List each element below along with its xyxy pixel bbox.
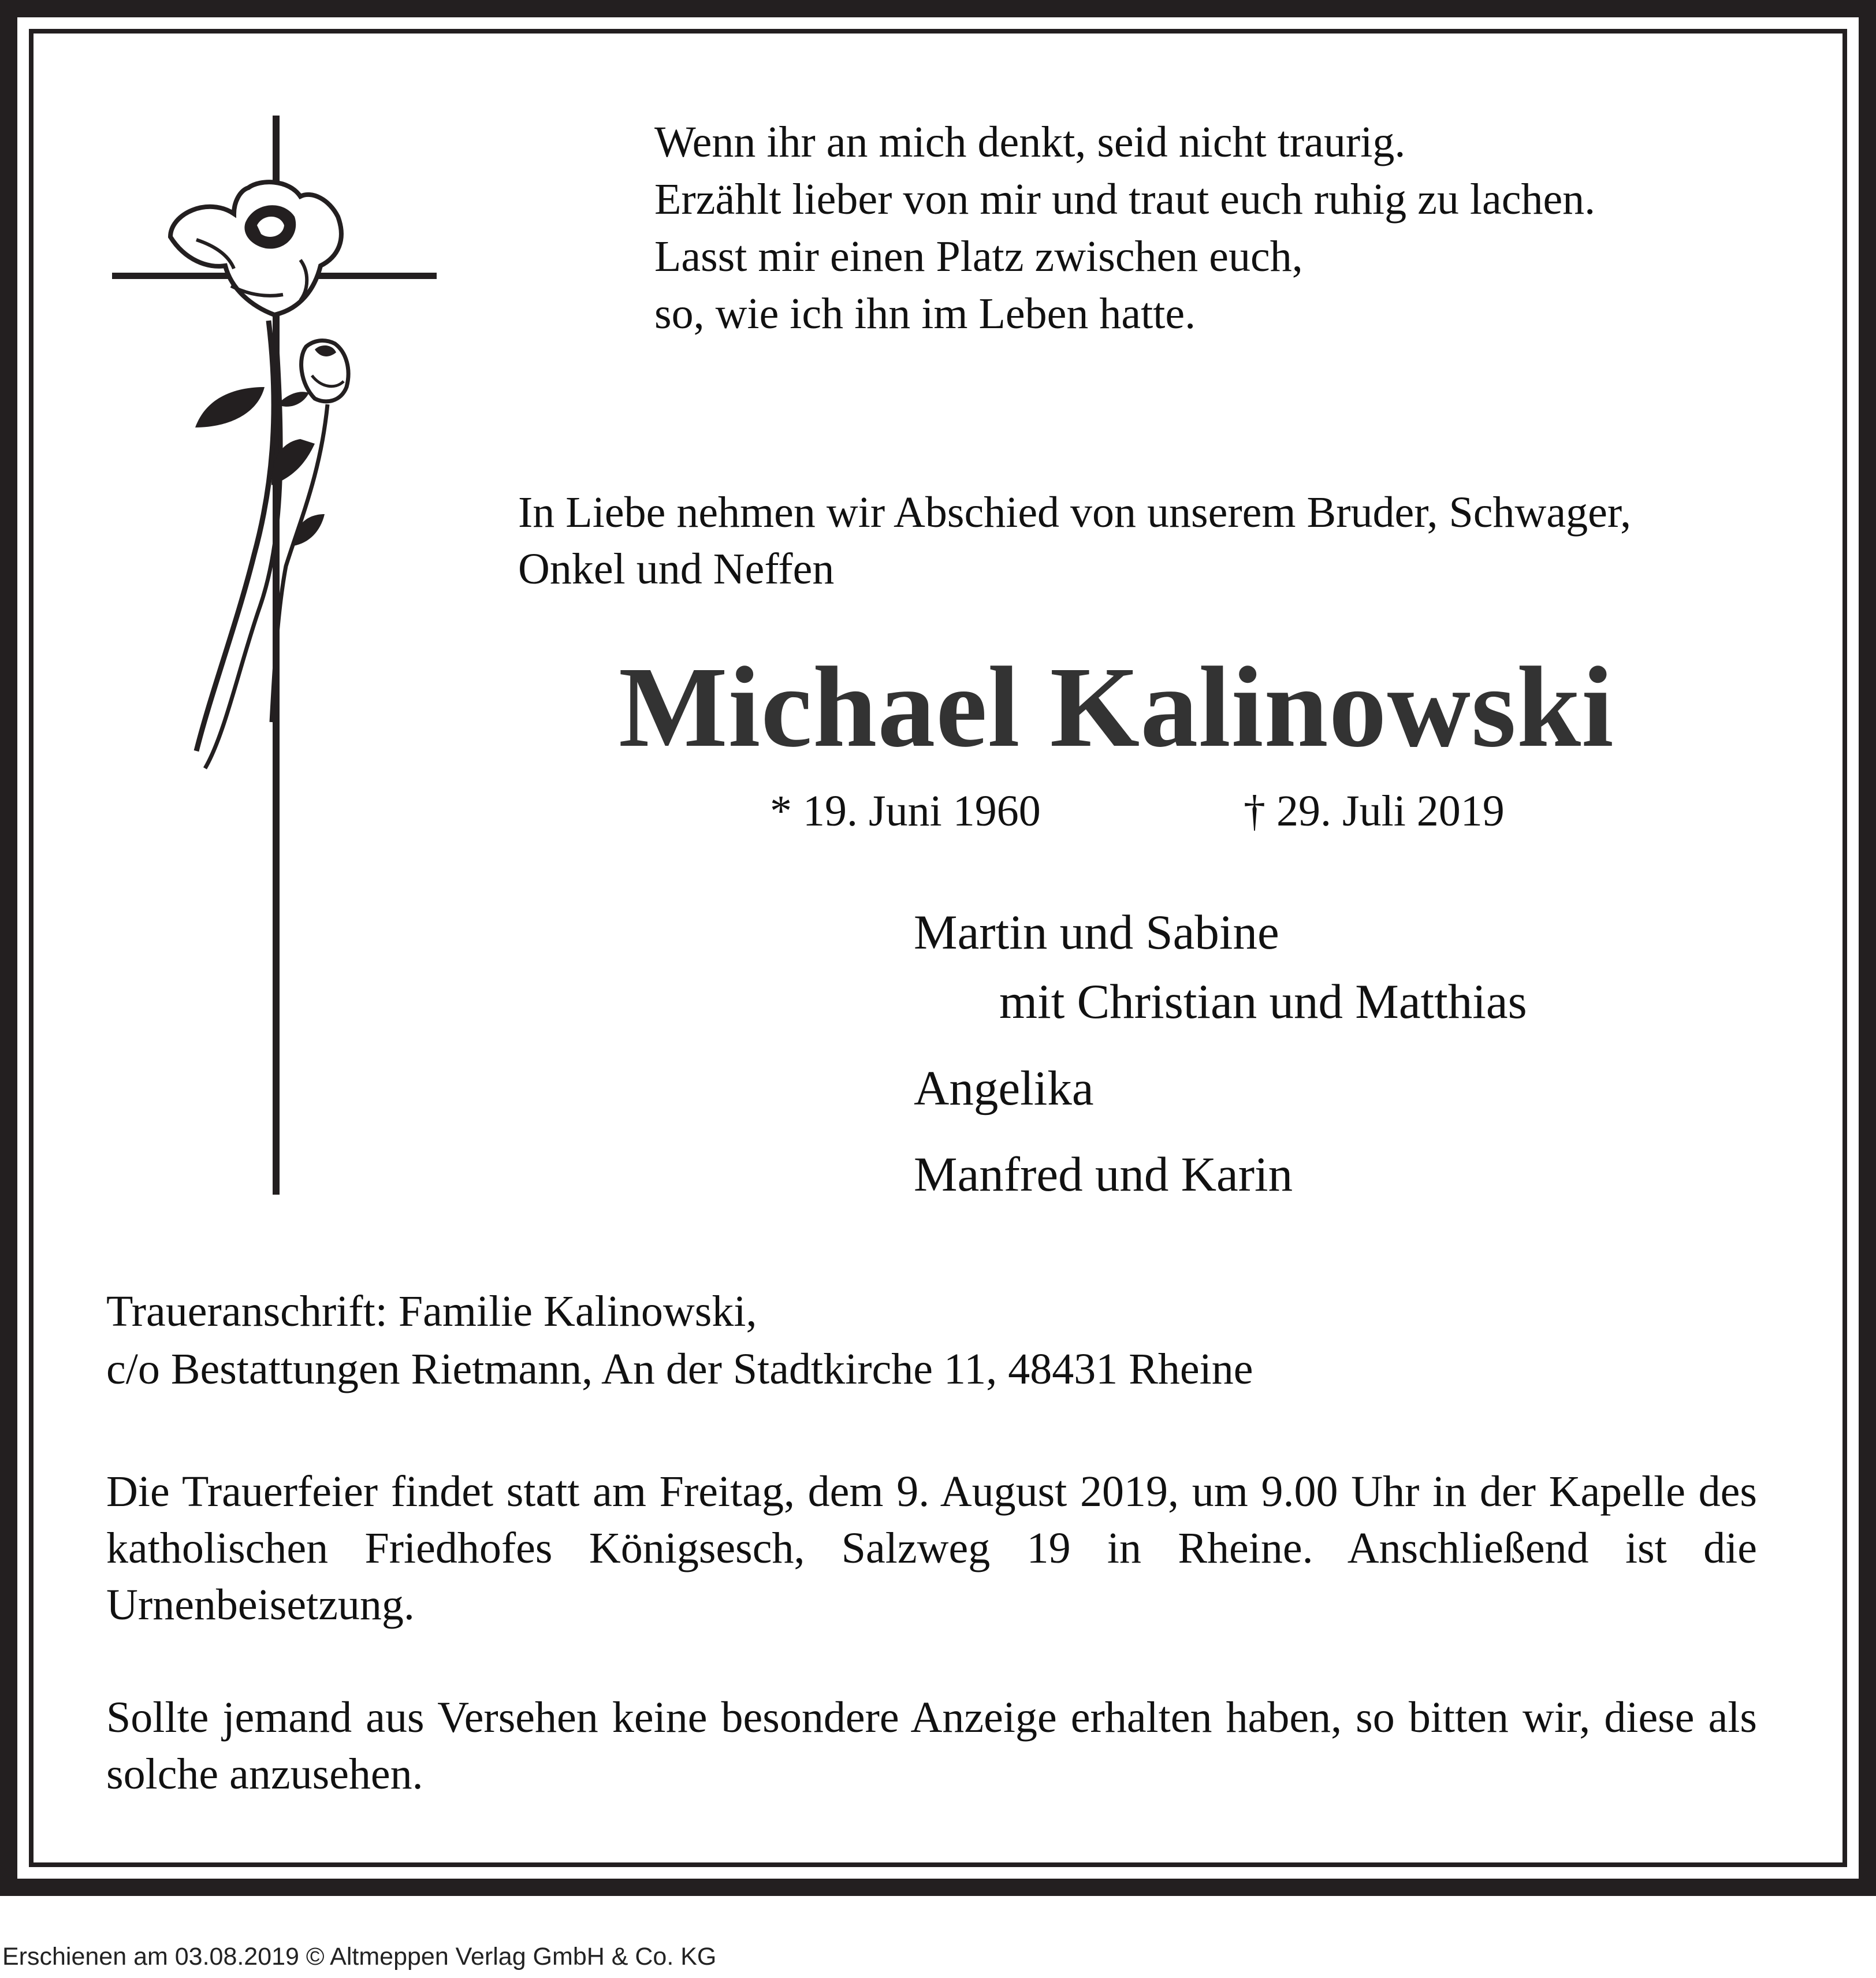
deceased-name: Michael Kalinowski: [619, 644, 1614, 771]
memorial-poem: [654, 114, 1595, 343]
cross-with-rose-icon: [110, 116, 456, 1202]
birth-date: * 19. Juni 1960: [770, 787, 1041, 835]
mourner-line: Angelika: [914, 1061, 1094, 1116]
poem-line: Wenn ihr an mich denkt, seid nicht traurig.: [654, 118, 1406, 166]
farewell-intro: [518, 484, 1631, 597]
mourner-line: Manfred und Karin: [914, 1147, 1293, 1202]
poem-line: so, wie ich ihn im Leben hatte.: [654, 289, 1196, 338]
mourning-address-line: Traueranschrift: Familie Kalinowski,: [106, 1287, 757, 1336]
mourning-address-line: c/o Bestattungen Rietmann, An der Stadtkirche 11, 48431 Rheine: [106, 1345, 1253, 1393]
mourner-line: mit Christian und Matthias: [999, 975, 1527, 1029]
poem-line: Lasst mir einen Platz zwischen euch,: [654, 232, 1303, 281]
funeral-service-text: Die Trauerfeier findet statt am Freitag, dem 9. August 2019, um 9.00 Uhr in der Kapelle des katholischen Friedhofes Königsesch, Salzweg 19 in Rheine. Anschließend ist die Urnenbeisetzung.: [106, 1467, 1757, 1629]
intro-line: In Liebe nehmen wir Abschied von unserem Bruder, Schwager,: [518, 488, 1632, 537]
intro-line: Onkel und Neffen: [518, 545, 835, 593]
death-date: † 29. Juli 2019: [1244, 787, 1505, 835]
closing-note: Sollte jemand aus Versehen keine besondere Anzeige erhalten haben, so bitten wir, diese als solche anzusehen.: [106, 1693, 1757, 1798]
publication-footer: Erschienen am 03.08.2019 © Altmeppen Verlag GmbH & Co. KG: [2, 1943, 717, 1970]
poem-line: Erzählt lieber von mir und traut euch ruhig zu lachen.: [654, 175, 1596, 224]
mourner-line: Martin und Sabine: [914, 905, 1279, 960]
